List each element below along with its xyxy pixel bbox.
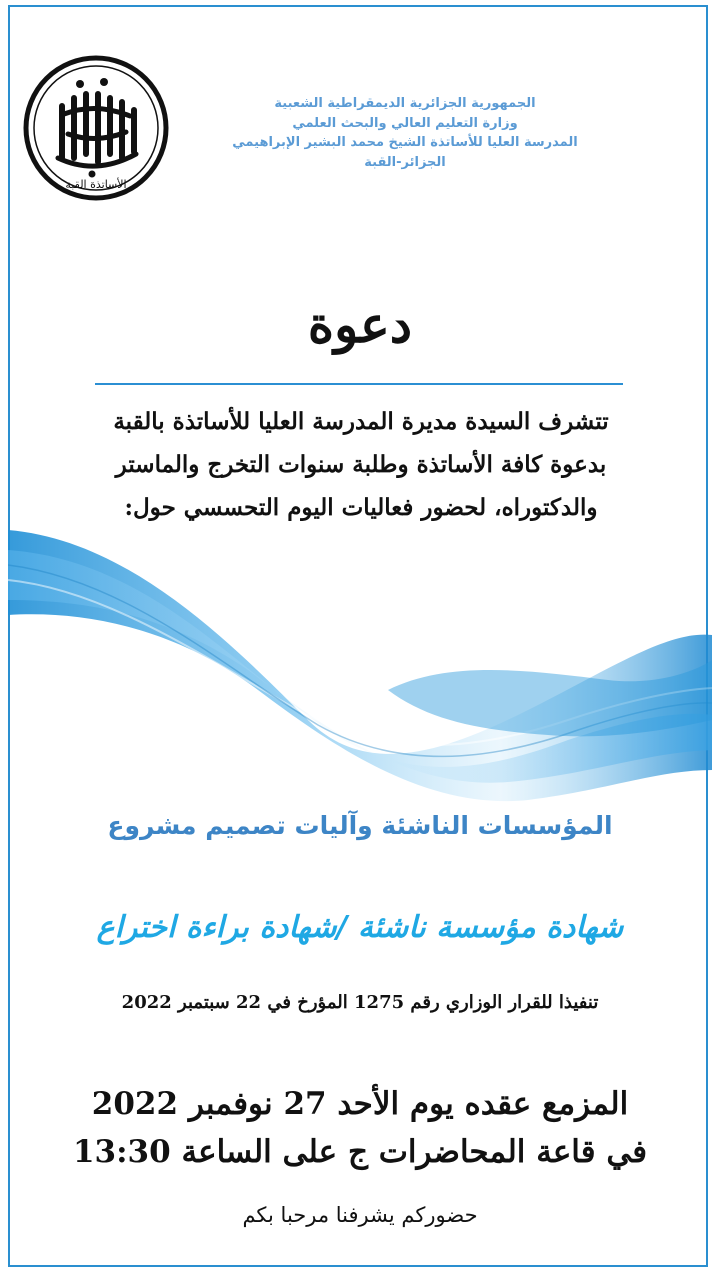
intro-line-2: بدعوة كافة الأساتذة وطلبة سنوات التخرج والماستر — [115, 451, 607, 478]
invitation-intro — [30, 400, 692, 529]
header-line-republic: الجمهورية الجزائرية الديمقراطية الشعبية — [274, 96, 536, 111]
institution-header — [170, 94, 640, 172]
schedule-date: المزمع عقده يوم الأحد 27 نوفمبر 2022 — [91, 1086, 629, 1122]
decree-reference: تنفيذا للقرار الوزاري رقم 1275 المؤرخ في 22 سبتمبر 2022 — [121, 992, 599, 1013]
title-divider — [95, 383, 623, 385]
blue-wave-decoration-icon — [8, 520, 712, 820]
header-line-school: المدرسة العليا للأساتذة الشيخ محمد البشير الإبراهيمي — [232, 135, 578, 150]
event-schedule — [0, 1080, 720, 1176]
invitation-title: دعوة — [307, 295, 413, 354]
logo-text: الأساتذة القبة — [65, 178, 127, 191]
event-subtopic: شهادة مؤسسة ناشئة /شهادة براءة اختراع — [96, 910, 624, 945]
event-topic: المؤسسات الناشئة وآليات تصميم مشروع — [107, 811, 613, 840]
schedule-venue-time: في قاعة المحاضرات ج على الساعة 13:30 — [72, 1134, 648, 1170]
welcome-message: حضوركم يشرفنا مرحبا بكم — [242, 1203, 478, 1227]
header-line-ministry: وزارة التعليم العالي والبحث العلمي — [292, 115, 518, 131]
institution-logo-icon — [22, 54, 170, 202]
intro-line-1: تتشرف السيدة مديرة المدرسة العليا للأساتذة بالقبة — [113, 408, 609, 435]
intro-line-3: والدكتوراه، لحضور فعاليات اليوم التحسسي حول: — [124, 494, 598, 521]
header-line-city: الجزائر-القبة — [364, 154, 446, 170]
